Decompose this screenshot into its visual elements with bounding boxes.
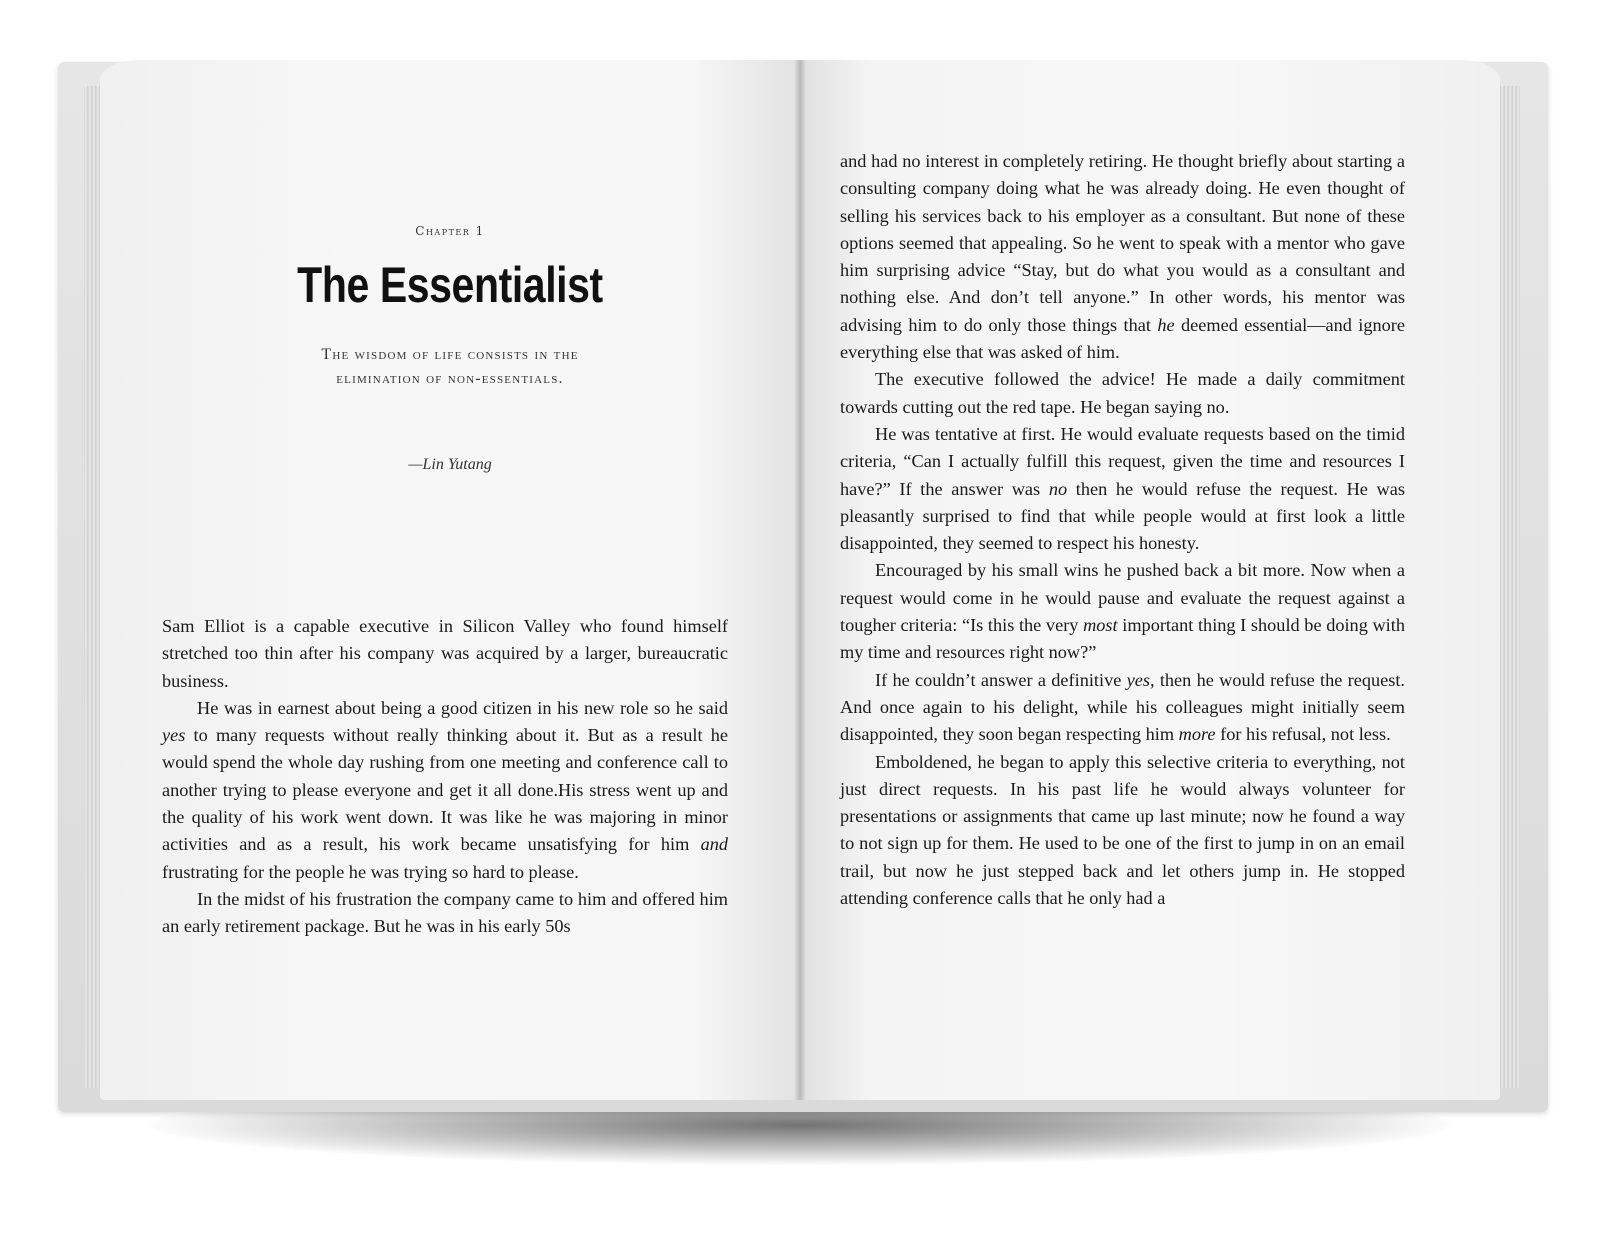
paragraph: [840, 667, 1405, 749]
paragraph-text: In the midst of his frustration the company came to him and offered him an early retirement package. But he was in his early 50s: [162, 888, 728, 937]
paragraph: [162, 695, 728, 886]
book-gutter: [794, 60, 806, 1100]
epigraph: [100, 343, 800, 391]
left-page-body: [162, 613, 728, 941]
paragraph-text: important thing I should be doing with my time and resources right now?”: [840, 615, 1405, 663]
paragraph: [840, 421, 1405, 557]
chapter-title: The Essentialist: [297, 257, 603, 313]
paragraph-text: deemed essential—and ignore everything else that was asked of him.: [840, 314, 1405, 363]
left-page: [100, 60, 800, 1100]
paragraph: [840, 749, 1405, 913]
paragraph: [162, 886, 728, 941]
emphasis-text: he: [1157, 314, 1175, 335]
emphasis-text: most: [1083, 615, 1118, 636]
paragraph-text: He was in earnest about being a good citizen in his new role so he said: [197, 697, 728, 718]
paragraph-text: for his refusal, not less.: [1215, 724, 1391, 745]
emphasis-text: no: [1048, 478, 1068, 499]
emphasis-text: yes: [162, 725, 186, 746]
right-page-body: [840, 148, 1405, 912]
chapter-label: Chapter 1: [415, 224, 485, 238]
paragraph-text: If he couldn’t answer a definitive: [875, 669, 1127, 690]
paragraph: [840, 366, 1405, 421]
page-edges-right: [1500, 86, 1520, 1088]
paragraph: [840, 557, 1405, 666]
paragraph-text: then he would refuse the request. He was pleasantly surprised to find that while people would at first look a little disappointed, they seemed to respect his honesty.: [840, 478, 1405, 554]
emphasis-text: and: [700, 834, 728, 855]
paragraph-text: He was tentative at first. He would evaluate requests based on the timid criteria, “Can I actually fulfill this request, given the time and resources I have?” If the answer was: [840, 423, 1405, 499]
right-page: [800, 60, 1500, 1100]
epigraph-line-2: elimination of non-essentials.: [336, 370, 564, 387]
paragraph: [162, 613, 728, 695]
emphasis-text: yes,: [1126, 669, 1155, 690]
emphasis-text: more: [1178, 724, 1216, 745]
epigraph-line-1: The wisdom of life consists in the: [321, 346, 579, 363]
paragraph-text: to many requests without really thinking about it. But as a result he would spend the whole day rushing from one meeting and conference call to another trying to please everyone and get it all done.His stress went up and the quality of his work went down. It was like he was majoring in minor activities and as a result, his work became unsatisfying for him: [162, 725, 728, 855]
paragraph-text: Emboldened, he began to apply this selective criteria to everything, not just direct requests. In his past life he would always volunteer for presentations or assignments that came up last minute; now he found a way to not sign up for them. He used to be one of the first to jump in on an email trail, but now he just stepped back and let others jump in. He stopped attending conference calls that he only had a: [840, 751, 1405, 909]
paragraph-text: frustrating for the people he was trying so hard to please.: [162, 861, 579, 882]
paragraph-text: then he would refuse the request. And once again to his delight, while his colleagues might initially seem disappointed, they soon began respecting him: [840, 669, 1405, 745]
epigraph-attribution: —Lin Yutang: [408, 456, 492, 473]
paragraph: [840, 148, 1405, 366]
paragraph-text: Sam Elliot is a capable executive in Silicon Valley who found himself stretched too thin after his company was acquired by a larger, bureaucratic business.: [162, 616, 728, 691]
paragraph-text: Encouraged by his small wins he pushed back a bit more. Now when a request would come in he would pause and evaluate the request against a tougher criteria: “Is this the very: [840, 560, 1405, 636]
paragraph-text: The executive followed the advice! He made a daily commitment towards cutting out the red tape. He began saying no.: [840, 369, 1405, 417]
paragraph-text: and had no interest in completely retiring. He thought briefly about starting a consulting company doing what he was already doing. He even thought of selling his services back to his employer as a consultant. But none of these options seemed that appealing. So he went to speak with a mentor who gave him surprising advice “Stay, but do what you would as a consultant and nothing else. And don’t tell anyone.” In other words, his mentor was advising him to do only those things that: [840, 151, 1405, 335]
